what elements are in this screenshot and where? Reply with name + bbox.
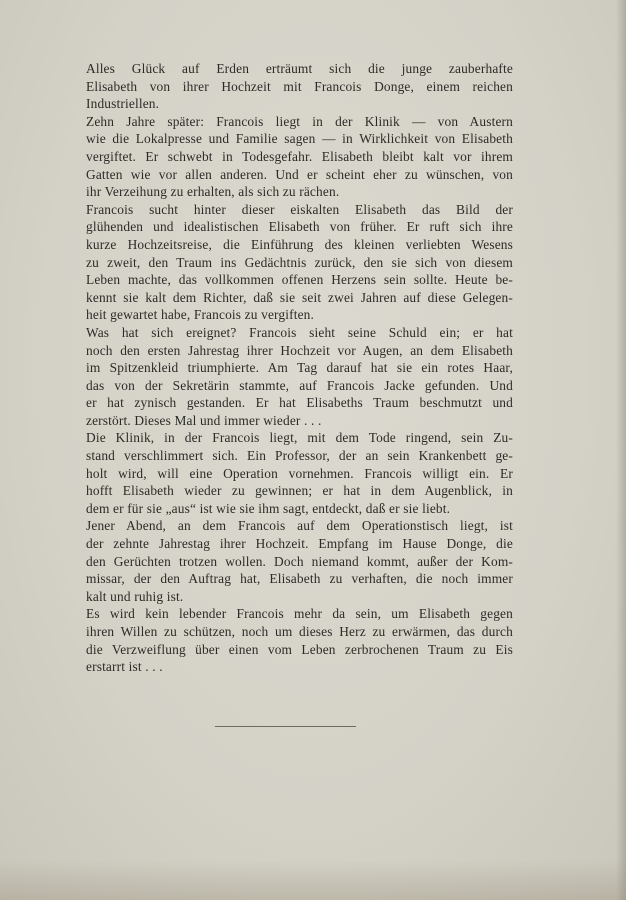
text-line: wie die Lokalpresse und Familie sagen — in Wirklichkeit von Elisabeth <box>86 131 513 147</box>
page-bottom-wear <box>0 860 626 900</box>
text-line: Francois sucht hinter dieser eiskalten Elisabeth das Bild der <box>86 201 513 217</box>
text-line: der zehnte Jahrestag ihrer Hochzeit. Empfang im Hause Donge, die <box>86 536 513 552</box>
text-line: ihr Verzeihung zu erhalten, als sich zu rächen. <box>86 184 340 200</box>
text-line: vergiftet. Er schwebt in Todesgefahr. Elisabeth bleibt kalt vor ihrem <box>86 148 513 164</box>
paragraph <box>86 201 513 324</box>
text-line: die Verzweiflung über einen vom Leben zerbrochenen Traum zu Eis <box>86 641 513 657</box>
text-line: zerstört. Dieses Mal und immer wieder . . . <box>86 412 322 428</box>
text-line: kalt und ruhig ist. <box>86 588 184 604</box>
text-line: Es wird kein lebender Francois mehr da sein, um Elisabeth gegen <box>86 606 513 622</box>
text-line: ihren Willen zu schützen, noch um dieses Herz zu erwärmen, das durch <box>86 624 513 639</box>
paragraph <box>86 324 513 430</box>
text-line: heit gewartet habe, Francois zu vergiften. <box>86 307 315 323</box>
paragraph <box>86 429 513 517</box>
paragraph <box>86 517 513 605</box>
page-edge-shadow <box>616 0 626 900</box>
paragraph <box>86 605 513 675</box>
text-line: den Gerüchten trotzen wollen. Doch niemand kommt, außer der Kom- <box>86 553 513 569</box>
synopsis-text <box>86 60 513 676</box>
text-line: das von der Sekretärin stammte, auf Francois Jacke gefunden. Und <box>86 377 513 393</box>
text-line: hofft Elisabeth wieder zu gewinnen; er hat in dem Augenblick, in <box>86 483 513 499</box>
text-line: stand verschlimmert sich. Ein Professor, der an sein Krankenbett ge- <box>86 448 513 464</box>
paragraph <box>86 60 513 113</box>
text-line: Zehn Jahre später: Francois liegt in der Klinik — von Austern <box>86 113 513 129</box>
text-line: kurze Hochzeitsreise, die Einführung des kleinen verliebten Wesens <box>86 236 513 252</box>
text-line: Die Klinik, in der Francois liegt, mit dem Tode ringend, sein Zu- <box>86 430 513 446</box>
text-line: Jener Abend, an dem Francois auf dem Operationstisch liegt, ist <box>86 518 513 534</box>
text-line: kennt sie kalt dem Richter, daß sie seit zwei Jahren auf diese Gelegen- <box>86 289 513 305</box>
text-line: im Spitzenkleid triumphierte. Am Tag darauf hat sie ein rotes Haar, <box>86 360 513 376</box>
text-line: Leben machte, das vollkommen offenen Herzens sein sollte. Heute be- <box>86 272 513 288</box>
separator-rule <box>215 726 356 727</box>
text-line: Gatten wie vor allen anderen. Und er scheint eher zu wünschen, von <box>86 166 513 182</box>
text-line: zu zweit, den Traum ins Gedächtnis zurück, den sie sich von diesem <box>86 254 513 270</box>
text-line: erstarrt ist . . . <box>86 659 163 675</box>
text-line: Alles Glück auf Erden erträumt sich die junge zauberhafte <box>86 61 513 76</box>
paragraph <box>86 113 513 201</box>
text-line: Was hat sich ereignet? Francois sieht seine Schuld ein; er hat <box>86 324 513 340</box>
text-line: Industriellen. <box>86 96 160 112</box>
text-line: holt wird, will eine Operation vornehmen. Francois willigt ein. Er <box>86 465 513 481</box>
text-line: noch den ersten Jahrestag ihrer Hochzeit vor Augen, an dem Elisabeth <box>86 342 513 358</box>
text-line: Elisabeth von ihrer Hochzeit mit Francois Donge, einem reichen <box>86 78 513 94</box>
text-line: missar, der den Auftrag hat, Elisabeth zu verhaften, die noch immer <box>86 571 513 587</box>
text-line: dem er für sie „aus“ ist wie sie ihm sagt, entdeckt, daß er sie liebt. <box>86 500 451 516</box>
text-line: glühenden und idealistischen Elisabeth von früher. Er ruft sich ihre <box>86 219 513 235</box>
text-line: er hat zynisch gestanden. Er hat Elisabeths Traum beschmutzt und <box>86 395 513 411</box>
